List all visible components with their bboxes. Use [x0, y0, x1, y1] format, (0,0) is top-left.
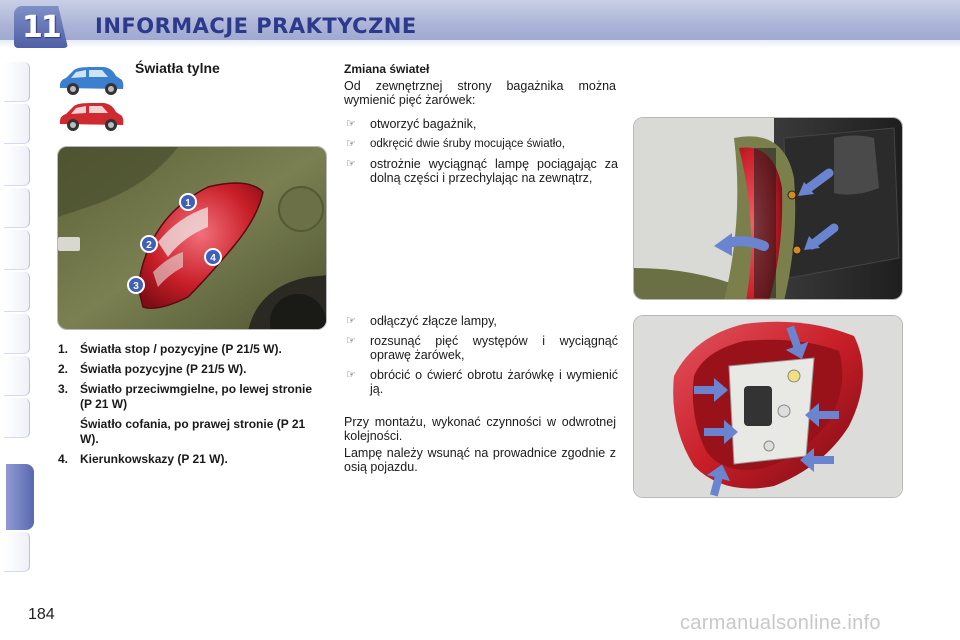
step-item: ☞ ostrożnie wyciągnąć lampę pociągając za dolną części i przechylając na zewnątrz,	[346, 157, 618, 185]
chapter-tab-6[interactable]	[4, 272, 30, 312]
header-divider	[0, 40, 960, 48]
lamp-removal-photo	[633, 117, 903, 300]
marker-2-label: 2	[146, 240, 152, 251]
watermark: carmanualsonline.info	[680, 612, 881, 634]
chapter-tabs	[0, 62, 36, 574]
chapter-tab-12[interactable]	[4, 532, 30, 572]
marker-4-label: 4	[210, 253, 216, 264]
legend-item: Światło cofania, po prawej stronie (P 21 W).	[80, 417, 306, 446]
step-item: ☞ odkręcić dwie śruby mocujące światło,	[346, 138, 565, 150]
red-car-icon	[56, 100, 126, 134]
page-title: INFORMACJE PRAKTYCZNE	[95, 14, 417, 38]
chapter-tab-1[interactable]	[4, 62, 30, 102]
chapter-tab-7[interactable]	[4, 314, 30, 354]
marker-3-label: 3	[133, 281, 139, 292]
chapter-tab-8[interactable]	[4, 356, 30, 396]
chapter-tab-3[interactable]	[4, 146, 30, 186]
step-item: ☞ rozsunąć pięć występów i wyciągnąć oprawę żarówek,	[346, 334, 618, 362]
step-item: ☞ odłączyć złącze lampy,	[346, 314, 497, 328]
chapter-tab-9[interactable]	[4, 398, 30, 438]
rear-lamp-photo	[57, 146, 327, 330]
bulb-holder-photo	[633, 315, 903, 498]
page-number: 184	[28, 606, 55, 623]
subsection-title: Zmiana świateł	[344, 62, 430, 76]
intro-text: Od zewnętrznej strony bagażnika można wymienić pięć żarówek:	[344, 79, 616, 107]
legend-item: 2. Światła pozycyjne (P 21/5 W).	[58, 362, 247, 376]
chapter-tab-5[interactable]	[4, 230, 30, 270]
section-title: Światła tylne	[135, 60, 220, 76]
legend-item: 4. Kierunkowskazy (P 21 W).	[58, 452, 228, 466]
legend-item: 1. Światła stop / pozycyjne (P 21/5 W).	[58, 342, 282, 356]
chapter-tab-4[interactable]	[4, 188, 30, 228]
blue-car-icon	[56, 64, 126, 98]
outro-text-2: Lampę należy wsunąć na prowadnice zgodnie z osią pojazdu.	[344, 446, 616, 474]
outro-text-1: Przy montażu, wykonać czynności w odwrotnej kolejności.	[344, 415, 616, 443]
bulb-legend	[58, 342, 318, 472]
legend-item: 3. Światło przeciwmgielne, po lewej stronie (P 21 W)	[58, 382, 313, 411]
step-item: ☞ obrócić o ćwierć obrotu żarówkę i wymienić ją.	[346, 368, 618, 396]
marker-1-label: 1	[185, 198, 191, 209]
step-item: ☞ otworzyć bagażnik,	[346, 117, 477, 131]
chapter-tab-2[interactable]	[4, 104, 30, 144]
chapter-number: 11	[22, 10, 60, 45]
steps-list-a	[344, 117, 618, 191]
chapter-tab-11-active[interactable]	[6, 464, 34, 530]
steps-list-b	[344, 314, 618, 402]
